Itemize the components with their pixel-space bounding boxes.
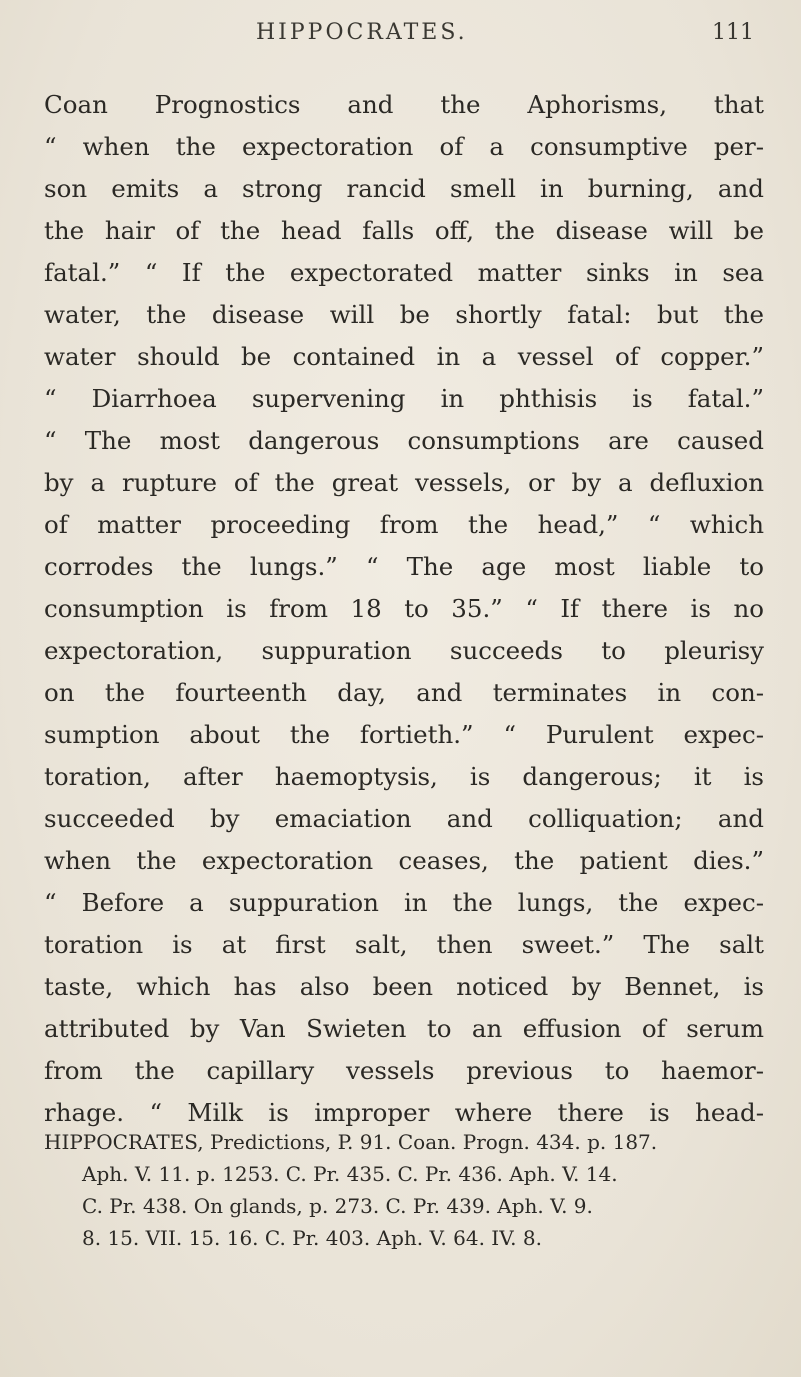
text-line: from the capillary vessels previous to haemor- [44,1056,764,1085]
text-line: Coan Prognostics and the Aphorisms, that [44,90,764,119]
text-line: sumption about the fortieth.” “ Purulent expec- [44,720,764,749]
text-line: attributed by Van Swieten to an effusion of serum [44,1014,764,1043]
body-text [44,84,764,1134]
text-line: toration, after haemoptysis, is dangerous; it is [44,762,764,791]
text-line: toration is at first salt, then sweet.” The salt [44,930,764,959]
text-line: water, the disease will be shortly fatal: but the [44,300,764,329]
running-head: HIPPOCRATES. [256,20,468,45]
text-line: “ The most dangerous consumptions are caused [44,426,764,455]
text-line: expectoration, suppuration succeeds to pleurisy [44,636,764,665]
text-line: “ Before a suppuration in the lungs, the expec- [44,888,764,917]
footnote-line: C. Pr. 438. On glands, p. 273. C. Pr. 439. Aph. V. 9. [82,1194,593,1218]
text-line: fatal.” “ If the expectorated matter sinks in sea [44,258,764,287]
footnotes [44,1126,764,1254]
text-line: “ Diarrhoea supervening in phthisis is fatal.” [44,384,764,413]
text-line: taste, which has also been noticed by Bennet, is [44,972,764,1001]
text-line: son emits a strong rancid smell in burning, and [44,174,764,203]
text-line: by a rupture of the great vessels, or by a defluxion [44,468,764,497]
text-line: consumption is from 18 to 35.” “ If there is no [44,594,764,623]
footnote-line: 8. 15. VII. 15. 16. C. Pr. 403. Aph. V. 64. IV. 8. [82,1226,542,1250]
text-line: “ when the expectoration of a consumptive per- [44,132,764,161]
text-line: of matter proceeding from the head,” “ which [44,510,764,539]
footnote-line: Aph. V. 11. p. 1253. C. Pr. 435. C. Pr. 436. Aph. V. 14. [82,1162,618,1186]
page-header [0,16,801,56]
page-number: 111 [712,20,754,45]
text-line: water should be contained in a vessel of copper.” [44,342,764,371]
text-line: corrodes the lungs.” “ The age most liable to [44,552,764,581]
text-line: on the fourteenth day, and terminates in con- [44,678,764,707]
text-line: when the expectoration ceases, the patient dies.” [44,846,764,875]
text-line: rhage. “ Milk is improper where there is head- [44,1098,764,1127]
text-line: succeeded by emaciation and colliquation; and [44,804,764,833]
footnote-line: HIPPOCRATES, Predictions, P. 91. Coan. Progn. 434. p. 187. [44,1130,658,1154]
text-line: the hair of the head falls off, the disease will be [44,216,764,245]
